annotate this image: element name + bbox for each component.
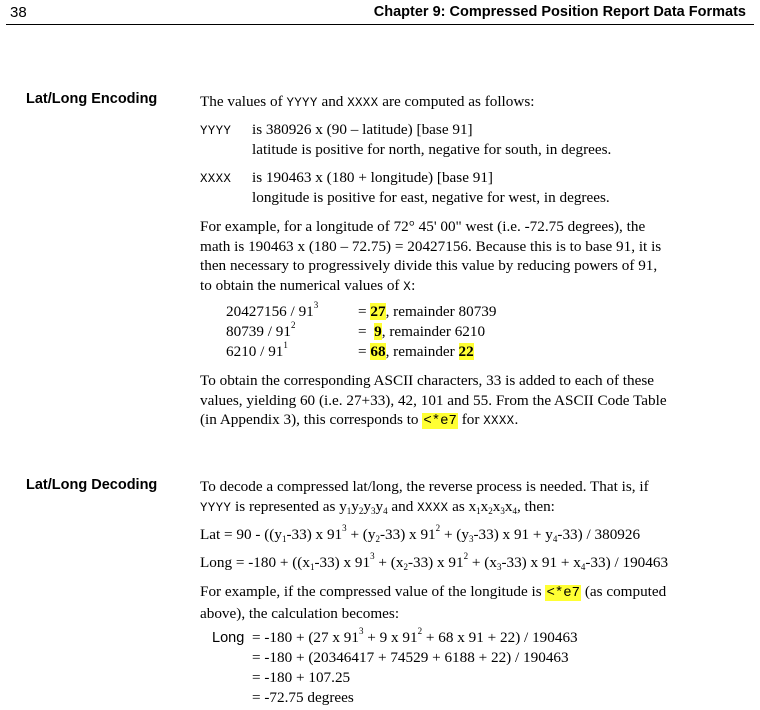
highlighted-code: <*e7 <box>423 413 457 429</box>
highlighted-value: 68 <box>370 343 386 360</box>
decoding-example <box>200 582 720 623</box>
calc-line: = -180 + (20346417 + 74529 + 6188 + 22) / 190463 <box>252 649 569 666</box>
division-result: = 9, remainder 6210 <box>358 323 486 340</box>
calc-line: = -180 + (27 x $91^3 + 9$ x $91^2 + 68$ x 91 + 22) / 190463 <box>252 626 578 646</box>
division-lhs: $20427156 / 91^3$ <box>226 300 319 320</box>
example-line: For example, for a longitude of 72° 45' 00" west (i.e. -72.75 degrees), the <box>200 218 646 235</box>
decoding-example-line: above), the calculation becomes: <box>200 604 400 622</box>
xxxx-note: longitude is positive for east, negative for west, in degrees. <box>252 189 610 206</box>
encoding-heading: Lat/Long Encoding <box>26 91 158 107</box>
lat-formula: Lat = $90 - ((y_1-33)$ x $91^3 + (y_2-33)$ x $91^2 + (y_3-33)$ x $91 + y_4-33) / 380926$ <box>200 523 641 544</box>
xxxx-formula: is 190463 x (180 + longitude) [base 91] <box>252 169 493 186</box>
yyyy-note: latitude is positive for north, negative for south, in degrees. <box>252 141 612 158</box>
page-number: 38 <box>10 4 27 21</box>
division-result: = 68, remainder 22 <box>358 343 474 360</box>
ascii-paragraph <box>200 371 720 432</box>
decoding-intro-line: YYYY is represented as $y_1y_2y_3y_4$ and XXXX as $x_1x_2x_3x_4$, then: <box>200 497 555 516</box>
example-line: to obtain the numerical values of X: <box>200 276 416 294</box>
header-rule <box>6 24 754 25</box>
ascii-line: values, yielding 60 (i.e. 27+33), 42, 101 and 55. From the ASCII Code Table <box>200 391 667 409</box>
decoding-example-line: For example, if the compressed value of the longitude is <*e7 (as computed <box>200 583 667 601</box>
calc-line: = -72.75 degrees <box>252 689 354 706</box>
ascii-line: To obtain the corresponding ASCII characters, 33 is added to each of these <box>200 372 654 389</box>
long-formula: Long = $-180 + ((x_1-33)$ x $91^3 + (x_2-33)$ x $91^2 + (x_3-33)$ x $91 + x_4-33) / 190463$ <box>200 551 669 572</box>
xxxx-label: XXXX <box>200 172 232 186</box>
division-result: = 27, remainder 80739 <box>358 303 497 320</box>
decoding-intro-line: To decode a compressed lat/long, the reverse process is needed. That is, if <box>200 478 649 495</box>
calc-line: = -180 + 107.25 <box>252 669 351 686</box>
example-line: then necessary to progressively divide this value by reducing powers of 91, <box>200 257 658 274</box>
decoding-heading: Lat/Long Decoding <box>26 477 158 493</box>
example-line: math is 190463 x (180 – 72.75) = 20427156. Because this is to base 91, it is <box>200 237 662 255</box>
division-lhs: $80739 / 91^2$ <box>226 320 296 340</box>
highlighted-value: 9 <box>374 323 382 340</box>
ascii-line: (in Appendix 3), this corresponds to <*e7 for XXXX. <box>200 411 519 429</box>
highlighted-remainder: 22 <box>458 343 474 360</box>
yyyy-formula: is 380926 x (90 – latitude) [base 91] <box>252 121 473 138</box>
encoding-example <box>200 217 720 297</box>
calc-label: Long <box>212 630 245 646</box>
highlighted-value: 27 <box>370 303 386 320</box>
division-lhs: $6210 / 91^1$ <box>226 340 288 360</box>
chapter-title: Chapter 9: Compressed Position Report Data Formats <box>373 4 746 20</box>
highlighted-code: <*e7 <box>546 585 581 601</box>
encoding-intro: The values of YYYY and XXXX are computed as follows: <box>200 93 535 110</box>
yyyy-label: YYYY <box>200 124 232 138</box>
decoding-intro <box>200 477 720 518</box>
